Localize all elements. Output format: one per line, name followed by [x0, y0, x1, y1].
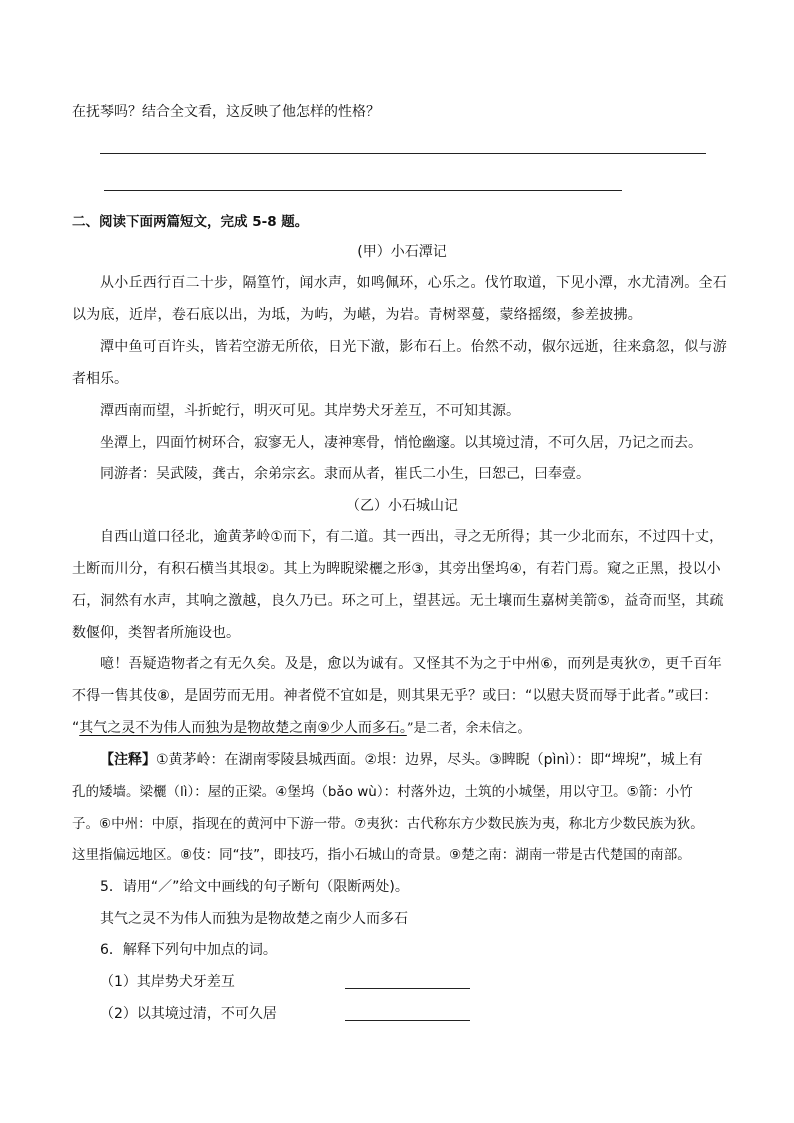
- text-b-line: 噫！吾疑造物者之有无久矣。及是，愈以为诚有。又怪其不为之于中州⑥，而列是夷狄⑦，更千百年: [100, 656, 722, 672]
- notes-line: 孔的矮墙。梁欐（lì）：屋的正梁。④堡坞（bǎo wù）：村落外边，土筑的小城堡，用以守卫。⑤箭：小竹: [72, 784, 693, 800]
- text-a-line: 潭西南而望，斗折蛇行，明灭可见。其岸势犬牙差互，不可知其源。: [100, 403, 520, 419]
- underlined-sentence: 其气之灵不为伟人而独为是物故楚之南⑨少人而多石。: [79, 720, 407, 736]
- question-6-item-1: （1）其岸势犬牙差互: [100, 974, 235, 990]
- text-a-line: 以为底，近岸，卷石底以出，为坻，为屿，为嵁，为岩。青树翠蔓，蒙络摇缀，参差披拂。: [72, 307, 642, 323]
- text-b-title: （乙）小石城山记: [346, 498, 458, 514]
- text-a-line: 同游者：吴武陵，龚古，余弟宗玄。隶而从者，崔氏二小生，曰恕己，曰奉壹。: [100, 466, 590, 482]
- text-a-line: 坐潭上，四面竹树环合，寂寥无人，凄神寒骨，悄怆幽邃。以其境过清，不可久居，乃记之而去。: [100, 435, 702, 451]
- text-a-line: 者相乐。: [72, 371, 128, 387]
- question-6-stem: 6．解释下列句中加点的词。: [100, 942, 277, 958]
- text-b-line: 土断而川分，有积石横当其垠②。其上为睥睨梁欐之形③，其旁出堡坞④，有若门焉。窥之正黑，投以小: [72, 561, 721, 577]
- notes-label: 【注释】: [100, 752, 156, 768]
- previous-question-tail: 在抚琴吗？结合全文看，这反映了他怎样的性格？: [72, 104, 380, 120]
- text-b-line: 不得一售其伎⑧，是固劳而无用。神者傥不宜如是，则其果无乎？或曰：“以慰夫贤而辱于此者。”或曰：: [72, 688, 718, 704]
- question-5-stem: 5．请用“／”给文中画线的句子断句（限断两处)。: [100, 879, 409, 895]
- text-a-line: 从小丘西行百二十步，隔篁竹，闻水声，如鸣佩环，心乐之。伐竹取道，下见小潭，水尤清冽。全石: [100, 275, 727, 291]
- answer-blank-2[interactable]: [345, 1020, 470, 1021]
- closing-text: ”是二者，余未信之。: [406, 721, 531, 736]
- notes-line-1: [100, 752, 732, 768]
- text-b-line: 石，洞然有水声，其响之激越，良久乃已。环之可上，望甚远。无土壤而生嘉树美箭⑤，益奇而坚，其疏: [72, 593, 724, 609]
- notes-line: 子。⑥中州：中原，指现在的黄河中下游一带。⑦夷狄：古代称东方少数民族为夷，称北方少数民族为狄。: [72, 816, 704, 832]
- notes-text: ①黄茅岭：在湖南零陵县城西面。②垠：边界，尽头。③睥睨（pìnì）：即“埤堄”，城上有: [156, 752, 703, 768]
- answer-blank-1[interactable]: [345, 988, 470, 989]
- text-b-last-line: [72, 720, 732, 737]
- answer-line-1[interactable]: [100, 153, 706, 154]
- answer-line-2[interactable]: [104, 190, 622, 191]
- question-5-sentence: 其气之灵不为伟人而独为是物故楚之南少人而多石: [100, 911, 408, 927]
- open-quote: “: [72, 720, 80, 736]
- text-a-line: 潭中鱼可百许头，皆若空游无所依，日光下澈，影布石上。佁然不动，俶尔远逝，往来翕忽，似与游: [100, 339, 727, 355]
- notes-line: 这里指偏远地区。⑧伎：同“技”，即技巧，指小石城山的奇景。⑨楚之南：湖南一带是古代楚国的南部。: [72, 847, 691, 863]
- text-b-line: 数偃仰，类智者所施设也。: [72, 625, 240, 641]
- text-b-line: 自西山道口径北，逾黄茅岭①而下，有二道。其一西出，寻之无所得；其一少北而东，不过四十丈，: [100, 529, 724, 545]
- section-2-heading: 二、阅读下面两篇短文，完成 5-8 题。: [72, 214, 309, 230]
- text-a-title: (甲）小石潭记: [357, 244, 447, 260]
- question-6-item-2: （2）以其境过清，不可久居: [100, 1006, 277, 1022]
